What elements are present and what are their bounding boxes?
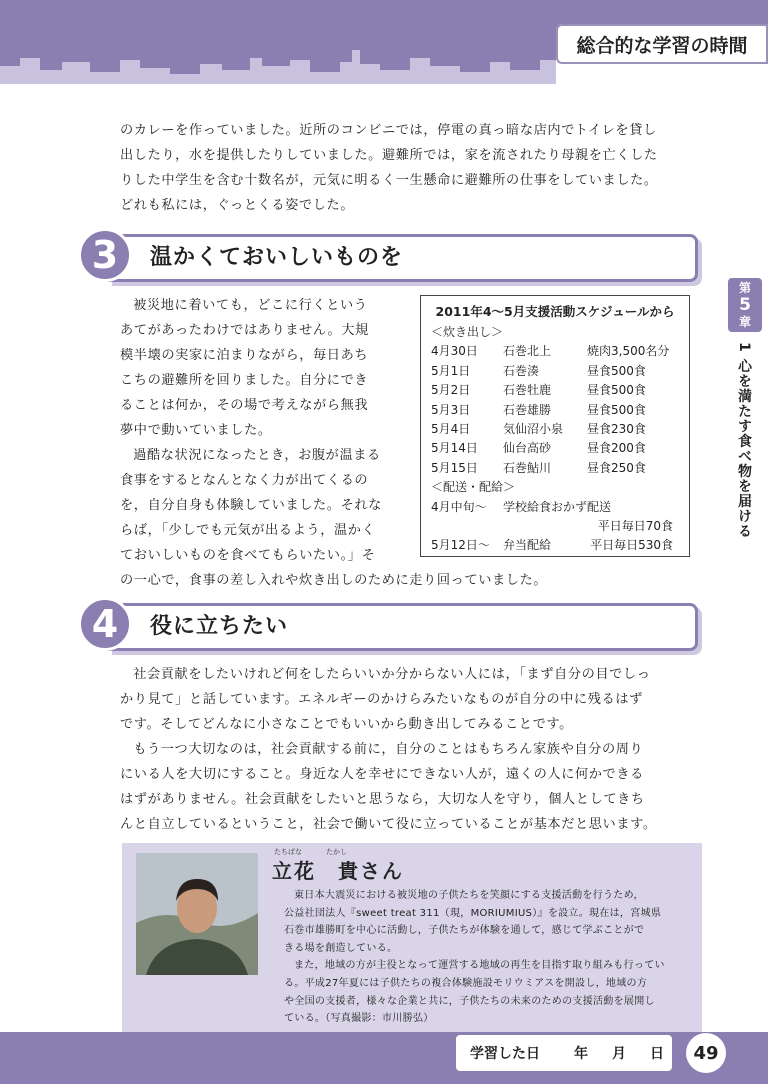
text-line: はずがありません。社会貢献をしたいと思うなら，大切な人を守り，個人としてきち: [120, 792, 645, 807]
schedule-box: [420, 295, 690, 557]
schedule-row-sub: 平日毎日70食: [597, 518, 673, 533]
year-label: 年: [574, 1046, 588, 1062]
schedule-row: 5月12日～ 弁当配給 平日毎日530食: [431, 538, 673, 553]
bio-line: きる場を創造している。: [284, 942, 398, 954]
bio-line: また，地域の方が主役となって運営する地域の再生を目指す取り組みも行ってい: [294, 960, 665, 972]
profile-bio: [284, 887, 694, 1028]
text-line: 模半壊の実家に泊まりながら，毎日あち: [120, 348, 369, 363]
text-line: んと自立しているということ，社会で働いて役に立っていることが基本だと思います。: [120, 817, 657, 832]
bio-line: ている。（写真撮影：市川勝弘）: [284, 1013, 434, 1025]
text-line: こちの避難所を回りました。自分にでき: [120, 373, 369, 388]
schedule-row: 5月3日 石巻雄勝 昼食500食: [431, 402, 646, 417]
schedule-row: 4月中旬～ 学校給食おかず配送: [431, 499, 612, 514]
schedule-title: 2011年4～5月支援活動スケジュールから: [435, 304, 675, 319]
study-date-box: [454, 1033, 674, 1073]
text-line: 夢中で動いていました。: [120, 423, 272, 438]
portrait-photo: [136, 853, 258, 975]
name-ruby-given: たかし: [326, 848, 347, 856]
bio-line: 石巻市雄勝町を中心に活動し，子供たちが体験を通して，感じて学ぶことがで: [284, 925, 645, 937]
text-line: です。そしてどんなに小さなことでもいいから動き出してみることです。: [120, 717, 573, 732]
text-line: を，自分自身も体験していました。それな: [120, 498, 382, 513]
text-line: かり見て」と話しています。エネルギーのかけらみたいなものが自分の中に残るはず: [120, 692, 643, 707]
text-line: 食事をするとなんとなく力が出てくるの: [120, 473, 369, 488]
section-number: 4: [78, 597, 132, 651]
text-line: にいる人を大切にすること。身近な人を幸せにできない人が，遠くの人に何かできる: [120, 767, 644, 782]
section-3-heading: [78, 228, 698, 282]
schedule-group-label: ＜配送・配給＞: [431, 480, 516, 495]
text-line: あてがあったわけではありません。大規: [120, 323, 369, 338]
intro-paragraph: [120, 118, 700, 218]
section-4-heading: [78, 597, 698, 651]
section-3-body: [120, 293, 410, 568]
schedule-row: 4月30日 石巻北上 焼肉3,500名分: [431, 344, 670, 359]
section-title: 温かくておいしいものを: [150, 245, 404, 270]
profile-box: [122, 843, 702, 1039]
text-line: ることは何か，その場で考えながら無我: [120, 398, 369, 413]
chapter-badge: 第 5 章: [728, 278, 762, 332]
text-line: のカレーを作っていました。近所のコンビニでは，停電の真っ暗な店内でトイレを貸し: [120, 123, 657, 138]
text-line: もう一つ大切なのは，社会貢献する前に，自分のことはもちろん家族や自分の周り: [133, 742, 644, 757]
text-line: どれも私には，ぐっとくる姿でした。: [120, 198, 355, 213]
text-line: 過酷な状況になったとき，お腹が温まる: [133, 448, 381, 463]
section-4-body: [120, 662, 710, 837]
text-line: 出したり，水を提供したりしていました。避難所では，家を流されたり母親を亡くした: [120, 148, 658, 163]
bio-line: や全国の支援者，様々な企業と共に，子供たちの未来のための支援活動を展開し: [284, 995, 655, 1007]
schedule-row: 5月4日 気仙沼小泉 昼食230食: [431, 421, 646, 436]
schedule-row: 5月14日 仙台高砂 昼食200食: [431, 441, 646, 456]
name-ruby-family: たちばな: [274, 848, 302, 856]
text-line: りした中学生を含む十数名が，元気に明るく一生懸命に避難所の仕事をしていました。: [120, 173, 658, 188]
text-line: らば，「少しでも元気が出るよう，温かく: [120, 523, 376, 538]
text-line: 社会貢献をしたいけれど何をしたらいいか分からない人には，「まず自分の目でしっ: [133, 667, 651, 682]
schedule-row: 5月1日 石巻湊 昼食500食: [431, 363, 646, 378]
text-line: 被災地に着いても，どこに行くという: [133, 298, 368, 313]
day-label: 日: [650, 1046, 664, 1062]
section-title: 役に立ちたい: [150, 614, 289, 639]
schedule-row: 5月15日 石巻鮎川 昼食250食: [431, 460, 646, 475]
page-number: 49: [686, 1033, 726, 1073]
schedule-row: 5月2日 石巻牡鹿 昼食500食: [431, 383, 646, 398]
section-number: 3: [78, 228, 132, 282]
study-date-label: 学習した日: [470, 1046, 540, 1062]
chapter-vertical-title: 1 心を満たす食べ物を届ける: [736, 342, 752, 539]
text-line: ておいしいものを食べてもらいたい。」そ: [120, 548, 376, 563]
bio-line: 公益社団法人『sweet treat 311（現，MORIUMIUS）』を設立。現在は，宮城県: [284, 907, 662, 919]
bio-line: 東日本大震災における被災地の子供たちを笑顔にする支援活動を行うため，: [294, 890, 644, 901]
section-3-last-line: の一心で，食事の差し入れや炊き出しのために走り回っていました。: [120, 573, 548, 588]
month-label: 月: [612, 1046, 626, 1062]
subject-title: 総合的な学習の時間: [556, 24, 768, 64]
person-name: 立花 貴さん: [272, 859, 404, 883]
schedule-group-label: ＜炊き出し＞: [431, 325, 504, 339]
bio-line: る。平成27年夏には子供たちの複合体験施設モリウミアスを開設し，地域の方: [284, 977, 648, 989]
chapter-side-tab: [722, 278, 768, 539]
